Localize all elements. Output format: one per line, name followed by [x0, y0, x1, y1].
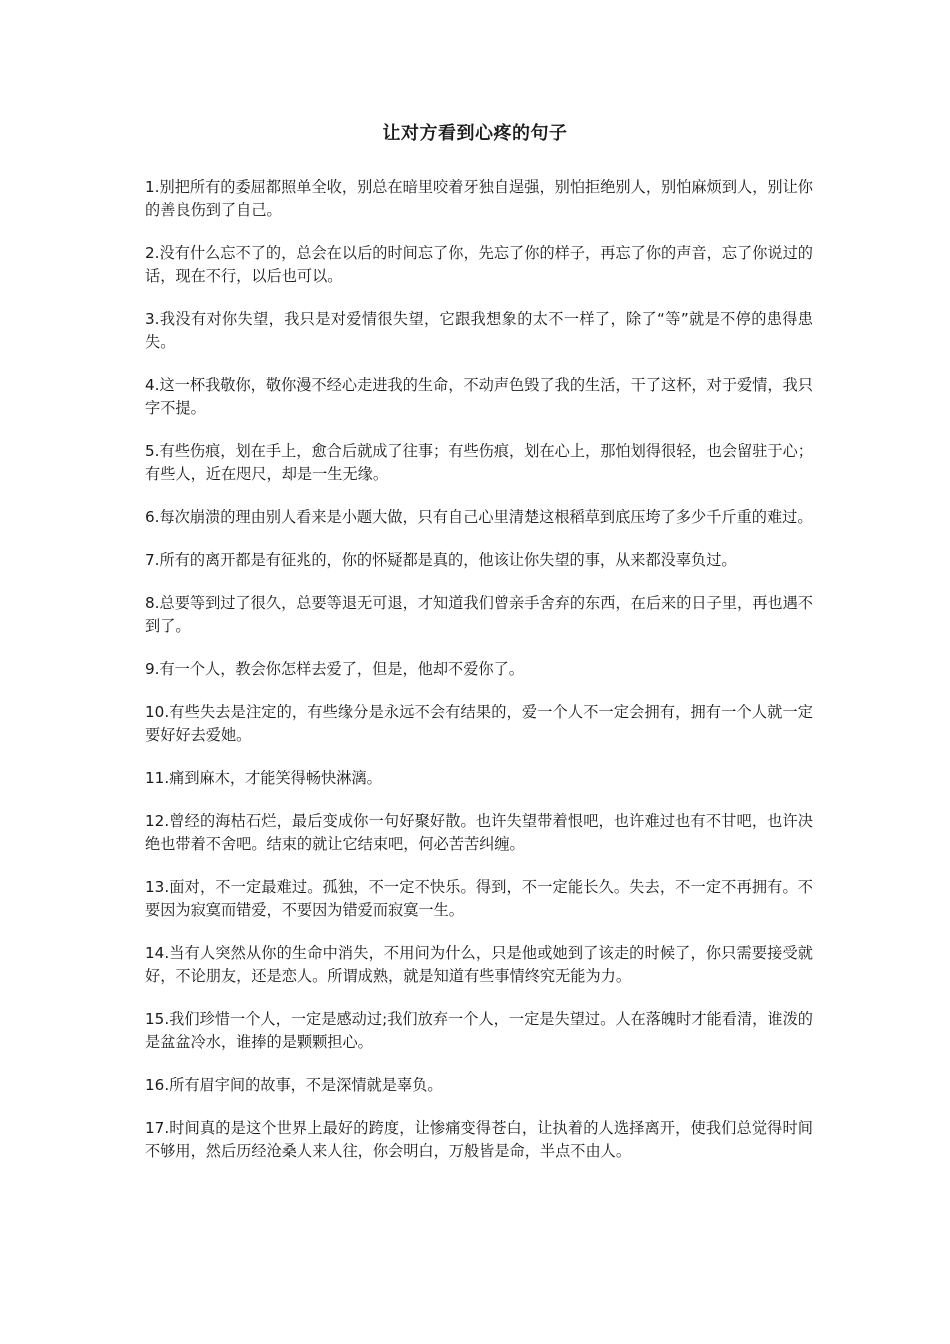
paragraph-11: 11.痛到麻木，才能笑得畅快淋漓。	[145, 769, 382, 787]
document-title: 让对方看到心疼的句子	[382, 123, 568, 144]
paragraph-3: 3.我没有对你失望，我只是对爱情很失望，它跟我想象的太不一样了，除了“等”就是不停的患得患失。	[145, 310, 813, 351]
paragraph-1: 1.别把所有的委屈都照单全收，别总在暗里咬着牙独自逞强，别怕拒绝别人，别怕麻烦到人，别让你的善良伤到了自己。	[145, 178, 813, 219]
paragraph-2: 2.没有什么忘不了的，总会在以后的时间忘了你，先忘了你的样子，再忘了你的声音，忘了你说过的话，现在不行，以后也可以。	[145, 244, 813, 285]
paragraph-16: 16.所有眉宇间的故事，不是深情就是辜负。	[145, 1076, 443, 1094]
paragraph-6: 6.每次崩溃的理由别人看来是小题大做，只有自己心里清楚这根稻草到底压垮了多少千斤重的难过。	[145, 508, 813, 526]
paragraph-4: 4.这一杯我敬你，敬你漫不经心走进我的生命，不动声色毁了我的生活，干了这杯，对于爱情，我只字不提。	[145, 376, 813, 417]
paragraph-12: 12.曾经的海枯石烂，最后变成你一句好聚好散。也许失望带着恨吧，也许难过也有不甘吧，也许决绝也带着不舍吧。结束的就让它结束吧，何必苦苦纠缠。	[145, 812, 813, 853]
paragraph-17: 17.时间真的是这个世界上最好的跨度，让惨痛变得苍白，让执着的人选择离开，使我们总觉得时间不够用，然后历经沧桑人来人往，你会明白，万般皆是命，半点不由人。	[145, 1119, 813, 1160]
paragraph-5: 5.有些伤痕，划在手上，愈合后就成了往事；有些伤痕，划在心上，那怕划得很轻，也会留驻于心；有些人，近在咫尺，却是一生无缘。	[145, 442, 813, 483]
paragraph-7: 7.所有的离开都是有征兆的，你的怀疑都是真的，他该让你失望的事，从来都没辜负过。	[145, 551, 737, 569]
paragraph-9: 9.有一个人，教会你怎样去爱了，但是，他却不爱你了。	[145, 660, 524, 678]
paragraph-8: 8.总要等到过了很久，总要等退无可退，才知道我们曾亲手舍弃的东西，在后来的日子里，再也遇不到了。	[145, 594, 813, 635]
paragraph-14: 14.当有人突然从你的生命中消失，不用问为什么，只是他或她到了该走的时候了，你只需要接受就好，不论朋友，还是恋人。所谓成熟，就是知道有些事情终究无能为力。	[145, 944, 813, 985]
paragraph-10: 10.有些失去是注定的，有些缘分是永远不会有结果的，爱一个人不一定会拥有，拥有一个人就一定要好好去爱她。	[145, 703, 813, 744]
paragraph-13: 13.面对，不一定最难过。孤独，不一定不快乐。得到，不一定能长久。失去，不一定不再拥有。不要因为寂寞而错爱，不要因为错爱而寂寞一生。	[145, 878, 813, 919]
document-body	[145, 176, 813, 1183]
paragraph-15: 15.我们珍惜一个人，一定是感动过;我们放弃一个人，一定是失望过。人在落魄时才能看清，谁泼的是盆盆冷水，谁捧的是颗颗担心。	[145, 1010, 813, 1051]
